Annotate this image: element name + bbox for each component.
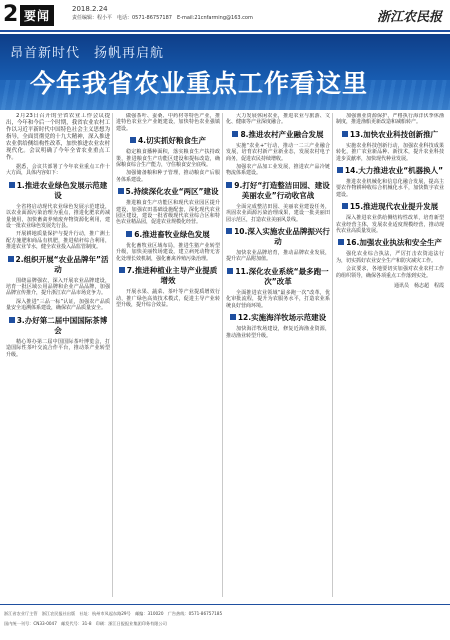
section-heading: 14.大力推进农业“机器换人” bbox=[336, 166, 444, 176]
column-3 bbox=[226, 113, 330, 597]
section-heading: 12.实施海洋牧场示范建设 bbox=[226, 313, 330, 323]
paragraph: 推进粮食生产功能区和现代农业园区提升建设，加强农田基础设施配套，深化现代农业园区建设，建设一批省级现代农业综合区和特色农业精品园，促进农业规模化经营。 bbox=[116, 200, 220, 226]
footer-line: 浙江省农业厅主管 浙江农民报社出版 社址：杭州市凤起东路29号 邮编：310020 广告热线：0571-86757185 bbox=[4, 611, 223, 616]
heading-marker-icon bbox=[227, 268, 233, 274]
paragraph: 加强储备粮和种子管理，推动粮食产后服务体系建设。 bbox=[116, 170, 220, 183]
hero-subtitle: 昂首新时代 扬帆再启航 bbox=[10, 46, 165, 61]
masthead-rule bbox=[0, 30, 450, 32]
issue-date: 2018.2.24 bbox=[72, 5, 108, 13]
section-heading: 5.持续深化农业“两区”建设 bbox=[116, 187, 220, 197]
paragraph: 加快海洋牧场建设，修复近海渔业资源，推动渔业转型升级。 bbox=[226, 326, 330, 339]
paragraph: 围绕品牌强农，深入开展农业品牌建设，培育一批区域公用品牌和企业产品品牌，加强品牌宣传推介，提升浙江农产品市场竞争力。 bbox=[6, 277, 110, 297]
section-heading: 3.办好第二届中国国际茶博会 bbox=[6, 316, 110, 336]
paragraph: 实施“农业+”行动，推动一二三产业融合发展，培育农村新产业新业态，发展农村电子商务，促进农民持续增收。 bbox=[226, 142, 330, 162]
section-heading: 16.加强农业执法和安全生产 bbox=[336, 238, 444, 248]
heading-marker-icon bbox=[119, 267, 125, 273]
heading-marker-icon bbox=[342, 203, 348, 209]
section-heading: 6.推进畜牧业绿色发展 bbox=[116, 230, 220, 240]
paper-logo: 浙江农民报 bbox=[376, 10, 442, 25]
paragraph: 精心筹办第二届中国国际茶叶博览会，打造国际性茶叶交流合作平台，推动茶产业转型升级。 bbox=[6, 338, 110, 358]
section-heading: 7.推进种植业主导产业提质增效 bbox=[116, 266, 220, 286]
paragraph: 加强农产品加工业发展，推进农产品冷链物流体系建设。 bbox=[226, 164, 330, 177]
paragraph: 全面完成整洁田园、美丽农业建设任务，巩固农业面源污染治理成果，建设一批美丽田园示范区，打造农业美丽风景线。 bbox=[226, 203, 330, 223]
heading-marker-icon bbox=[232, 131, 238, 137]
heading-marker-icon bbox=[230, 314, 236, 320]
footer-line: 国内统一刊号：CN33-0047 邮发代号：31-8 印刷：浙江日报报业集团印务有限公司 bbox=[4, 621, 167, 626]
paragraph: 深入推进“三品一标”认证，加强农产品质量安全追溯体系建设，确保农产品质量安全。 bbox=[6, 298, 110, 312]
heading-marker-icon bbox=[338, 239, 344, 245]
column-4 bbox=[336, 113, 444, 597]
paragraph: 强化农业综合执法，严厉打击农资违法行为，切实抓好农业安全生产和防灾减灾工作。 bbox=[336, 251, 444, 264]
paragraph: 开展耕地质量保护与提升行动，推广测土配方施肥和商品有机肥，推进秸秆综合利用，推进农业节水，健全农业投入品监管制度。 bbox=[6, 231, 110, 251]
masthead bbox=[0, 0, 450, 34]
section-heading: 9.打好“打造整洁田园、建设美丽农业”行动收官战 bbox=[226, 181, 330, 201]
section-heading: 13.加快农业科技创新推广 bbox=[336, 130, 444, 140]
hero-banner bbox=[0, 34, 450, 110]
paragraph: 大力发展休闲农业，推进农业与旅游、文化、健康等产业深度融合。 bbox=[226, 113, 330, 126]
paragraph: 会议要求，各地要切实加强对农业农村工作的组织领导，确保各项重点工作落到实处。 bbox=[336, 266, 444, 279]
byline: 通讯员 杨志超 程霞 bbox=[393, 283, 444, 290]
heading-marker-icon bbox=[226, 182, 232, 188]
section-heading: 4.切实抓好粮食生产 bbox=[116, 136, 220, 146]
heading-marker-icon bbox=[342, 131, 348, 137]
page-footer bbox=[0, 604, 450, 640]
paragraph: 稳定粮食播种面积，落实粮食生产扶持政策，推进粮食生产功能区建设和提标改造，确保粮食综合生产能力，守住粮食安全底线。 bbox=[116, 149, 220, 169]
paragraph: 做强茶叶、蚕桑、中药材等特色产业，推进特色农业全产业链建设，加快特色农业强镇建设。 bbox=[116, 113, 220, 132]
section-heading: 8.推进农村产业融合发展 bbox=[226, 130, 330, 140]
page-number: 2 bbox=[3, 2, 19, 27]
paragraph: 全面推进农业领域“最多跑一次”改革，优化审批流程，提升为农服务水平，打造农业系统良好营商环境。 bbox=[226, 289, 330, 309]
section-heading: 15.推进现代农业提升发展 bbox=[336, 202, 444, 212]
paragraph: 开展水果、蔬菜、茶叶等产业提质增效行动，推广绿色高效技术模式，促进主导产业转型升级，提升综合效益。 bbox=[116, 289, 220, 308]
paragraph: 加快农业品牌培育，推动品牌农业发展，提升农产品附加值。 bbox=[226, 250, 330, 263]
column-divider bbox=[332, 113, 333, 597]
section-heading: 2.组织开展“农业品牌年”活动 bbox=[6, 255, 110, 275]
section-heading: 1.推进农业绿色发展示范建设 bbox=[6, 181, 110, 201]
heading-marker-icon bbox=[226, 228, 232, 234]
editor-contact: 责任编辑：程小平 电话：0571-86757187 E-mail:21cnfarming@163.com bbox=[72, 15, 253, 21]
paragraph: 加强渔业资源保护，严格执行海洋伏季休渔制度，推进渔船更新改造和减船转产。 bbox=[336, 113, 444, 126]
headline: 今年我省农业重点工作看这里 bbox=[30, 69, 369, 98]
column-2 bbox=[116, 113, 220, 597]
paragraph: 优化畜牧业区域布局，推进生猪产业转型升级，加快美丽牧场建设，建立病死动物无害化处理长效机制，强化畜禽养殖污染治理。 bbox=[116, 242, 220, 262]
heading-marker-icon bbox=[8, 256, 14, 262]
column-divider bbox=[222, 113, 223, 597]
section-heading: 11.深化农业系统“最多跑一次”改革 bbox=[226, 267, 330, 287]
paragraph: 推进农业机械化和信息化融合发展，提高主要农作物耕种收综合机械化水平，加快数字农业建设。 bbox=[336, 179, 444, 198]
section-title: 要闻 bbox=[20, 5, 54, 26]
heading-marker-icon bbox=[9, 317, 15, 323]
column-divider bbox=[112, 113, 113, 597]
section-heading: 10.深入实施农业品牌振兴行动 bbox=[226, 227, 330, 247]
paragraph: 实施农业科技创新行动，加强农业科技成果转化，推广农业新品种、新技术，提升农业科技进步贡献率，加快现代种业发展。 bbox=[336, 142, 444, 162]
heading-marker-icon bbox=[337, 167, 343, 173]
heading-marker-icon bbox=[130, 137, 136, 143]
paragraph: 全省将启动现代农业绿色发展示范建设，以农业面源污染治理为重点，推进化肥农药减量使用，加快畜禽养殖废弃物资源化利用，建设一批农业绿色发展先行县。 bbox=[6, 203, 110, 230]
lead-paragraph: 2月23日召开的全省农业工作会议提出，今年和今后一个时期，我省农业农村工作以习近平新时代中国特色社会主义思想为指导，全面贯彻党的十九大精神，深入推进农业供给侧结构性改革，加快推进农业农村现代化。会议明确了今年全省农业重点工作。 bbox=[6, 113, 110, 161]
paragraph: 据悉，会议共部署了今年农业重点工作十大方面，具体内容如下： bbox=[6, 164, 110, 177]
heading-marker-icon bbox=[9, 182, 15, 188]
paragraph: 深入推进农业供给侧结构性改革，培育新型农业经营主体，发展农业适度规模经营，推动现代农业高质量发展。 bbox=[336, 215, 444, 235]
heading-marker-icon bbox=[126, 231, 132, 237]
heading-marker-icon bbox=[118, 188, 124, 194]
column-1 bbox=[6, 113, 110, 597]
